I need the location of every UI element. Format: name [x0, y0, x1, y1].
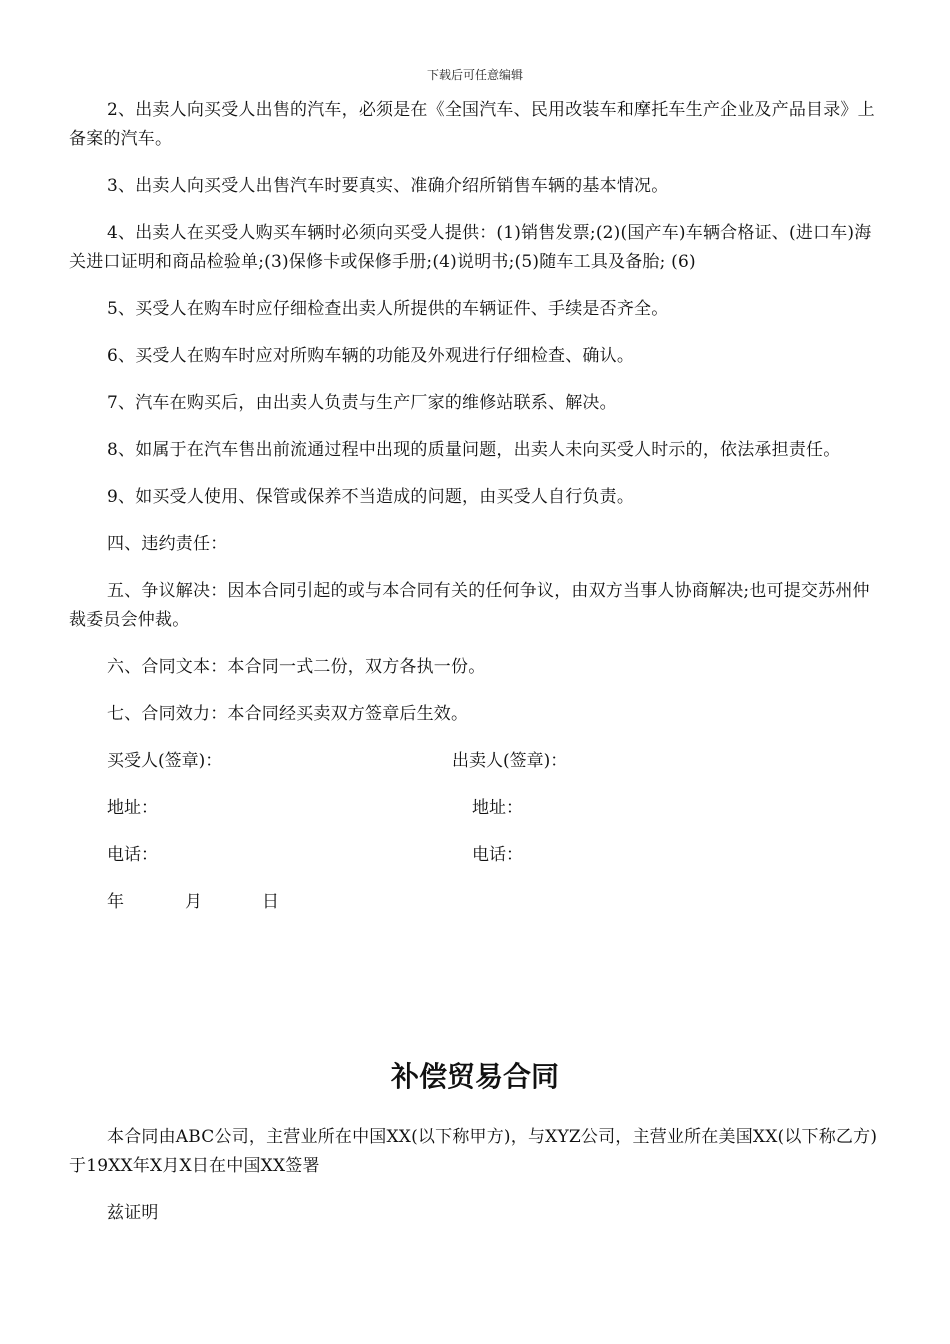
clause-5: 5、买受人在购车时应仔细检查出卖人所提供的车辆证件、手续是否齐全。 — [107, 299, 669, 319]
buyer-address-label: 地址： — [107, 798, 158, 818]
date-row — [69, 888, 883, 917]
date-day: 日 — [262, 892, 279, 912]
compensation-trade-contract-title: 补偿贸易合同 — [390, 1060, 559, 1093]
clause-8: 8、如属于在汽车售出前流通过程中出现的质量问题，出卖人未向买受人时示的，依法承担责任。 — [107, 440, 841, 460]
clause-2: 2、出卖人向买受人出售的汽车，必须是在《全国汽车、民用改装车和摩托车生产企业及产品目录》上备案的汽车。 — [69, 100, 875, 149]
phone-row — [69, 841, 883, 870]
date-month: 月 — [185, 892, 202, 912]
buyer-phone-label: 电话： — [107, 845, 158, 865]
seller-address-label: 地址： — [472, 798, 523, 818]
clause-3: 3、出卖人向买受人出售汽车时要真实、准确介绍所销售车辆的基本情况。 — [107, 176, 669, 196]
contract-witness: 兹证明 — [107, 1203, 159, 1223]
date-year: 年 — [107, 892, 124, 912]
buyer-signature-label: 买受人(签章)： — [107, 751, 223, 771]
clause-9: 9、如买受人使用、保管或保养不当造成的问题，由买受人自行负责。 — [107, 487, 635, 507]
section-breach: 四、违约责任： — [107, 534, 228, 554]
address-row — [69, 794, 883, 823]
clause-6: 6、买受人在购车时应对所购车辆的功能及外观进行仔细检查、确认。 — [107, 346, 635, 366]
seller-phone-label: 电话： — [472, 845, 523, 865]
contract-body — [69, 96, 883, 917]
section-dispute: 五、争议解决：因本合同引起的或与本合同有关的任何争议，由双方当事人协商解决;也可提交苏州仲裁委员会仲裁。 — [69, 581, 870, 630]
contract-intro: 本合同由ABC公司，主营业所在中国XX(以下称甲方)，与XYZ公司，主营业所在美国XX(以下称乙方)于19XX年X月X日在中国XX签署 — [69, 1127, 878, 1176]
seller-signature-label: 出卖人(签章)： — [452, 751, 568, 771]
section-effect: 七、合同效力：本合同经买卖双方签章后生效。 — [107, 704, 469, 724]
page-header-note: 下载后可任意编辑 — [426, 68, 523, 82]
clause-7: 7、汽车在购买后，由出卖人负责与生产厂家的维修站联系、解决。 — [107, 393, 617, 413]
compensation-contract-body — [69, 1123, 883, 1246]
signature-row — [69, 747, 883, 776]
clause-4: 4、出卖人在买受人购买车辆时必须向买受人提供：(1)销售发票;(2)(国产车)车辆合格证、(进口车)海关进口证明和商品检验单;(3)保修卡或保修手册;(4)说明书;(5)随车工具及备胎; (6) — [69, 223, 872, 272]
section-copies: 六、合同文本：本合同一式二份，双方各执一份。 — [107, 657, 486, 677]
